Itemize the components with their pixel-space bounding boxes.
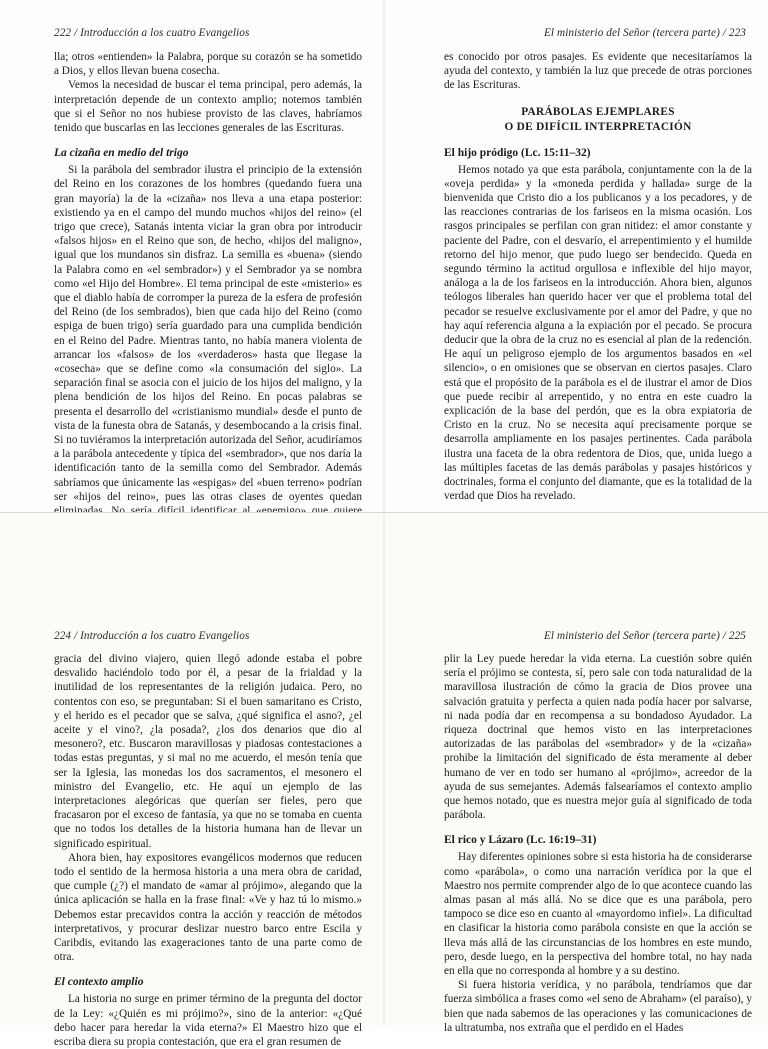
paragraph: lla; otros «entienden» la Palabra, porque su corazón se ha sometido a Dios, y ellos llevan buena cosecha. (54, 51, 362, 78)
running-header-left: 222 / Introducción a los cuatro Evangelios (54, 27, 250, 39)
chapter-subheading (444, 105, 752, 135)
page-222 (54, 50, 362, 547)
running-header-right: El ministerio del Señor (tercera parte) / 223 (543, 27, 746, 39)
paragraph: Hemos notado ya que esta parábola, conjuntamente con la de la «oveja perdida» y la «moneda perdida y hallada» surge de la bienvenida que Cristo dio a los publicanos y a los pecadores, y de las reacciones contrarias de los fariseos en la misma ocasión. Los rasgos principales se perfilan con gran nitidez: el amor constante y paciente del Padre, con el desvarío, el arrepentimiento y el humilde retorno del hijo menor, que pudo luego ser bendecido. Queda en segundo término la actitud orgullosa e inflexible del hijo mayor, análoga a la de los fariseos en la introducción. Ahora bien, algunos teólogos liberales han querido hacer ver que el problema total del pecador se resuelve exclusivamente por el amor del Padre, y que no hay aquí referencia alguna a la expiación por el pecado. Se procura deducir que la obra de la cruz no es esencial al plan de la redención. He aquí un peligroso ejemplo de los argumentos basados en «el silencio», o en omisiones que se observan en ciertos pasajes. Claro está que el propósito de la parábola es el de ilustrar el amor de Dios que puede recibir al arrepentido, y no entra en este cuadro la explicación de la base del perdón, que es la obra expiatoria de Cristo en la cruz. No se necesita aquí precisamente porque se desarrolla ampliamente en los pasajes pertinentes. Cada parábola ilustra una faceta de la obra redentora de Dios, que, unida luego a las múltiples facetas de las demás parábolas y pasajes históricos y doctrinales, forma el conjunto del diamante, que es la totalidad de la verdad que Dios ha revelado. (444, 163, 752, 503)
book-gutter (383, 513, 385, 1025)
section-heading: El rico y Lázaro (Lc. 16:19–31) (444, 834, 597, 847)
page-224 (54, 652, 362, 1049)
page-225 (444, 652, 752, 1035)
page-spread-224-225 (0, 512, 768, 1049)
running-header-left: 224 / Introducción a los cuatro Evangelios (54, 630, 250, 642)
paragraph: plir la Ley puede heredar la vida eterna. La cuestión sobre quién sería el prójimo se contesta, sí, pero sale con toda naturalidad de la maravillosa ilustración de cómo la gracia de Dios provee una salvación gratuita y perfecta a quien nada podía hacer por salvarse, ni nada podía dar en recompensa a su bondadoso Ayudador. La riqueza doctrinal que hemos visto en las interpretaciones autorizadas de las parábolas del «sembrador» y de la «cizaña» prohibe la limitación del significado de ésta meramente al deber humano de ver en todo ser humano al «prójimo», acreedor de la ayuda de sus semejantes. Además falsearíamos el contexto amplio que hemos notado, que es nuestra mejor guía al significado de toda parábola. (444, 653, 752, 822)
section-heading: El hijo pródigo (Lc. 15:11–32) (444, 146, 591, 159)
paragraph: Ahora bien, hay expositores evangélicos modernos que reducen todo el sentido de la hermosa historia a una mera obra de caridad, que cumple (¿?) el mandato de «amar al prójimo», alegando que la única aplicación se halla en la frase final: «Ve y haz tú lo mismo.» Debemos estar precavidos contra la acción y reacción de métodos interpretativos, y procurar deslizar nuestro barco entre Escila y Caribdis, evitando las exageraciones tanto de una parte como de otra. (54, 851, 362, 964)
paragraph: Si la parábola del sembrador ilustra el principio de la extensión del Reino en los corazones de los hombres (quedando fuera una gran mayoría) la de la «cizaña» nos lleva a una etapa posterior: existiendo ya en el campo del mundo muchos «hijos del reino» (el trigo que crece), Satanás intenta viciar la gran obra por introducir «falsos hijos» en el Reino que son, de hecho, «hijos del maligno», igual que los mundanos sin disfraz. La semilla es «buena» (siendo la Palabra como en «el sembrador») y el Sembrador ya se nombra como «el Hijo del Hombre». El tema principal de este «misterio» es que el diablo había de corromper la pureza de la esfera de profesión del Reino (de los sembrados), bien que cada hijo del Reino (como espiga de buen trigo) sería guardado para una cumplida bendición en el Reino del Padre. Mientras tanto, no había manera violenta de arrancar los «falsos» de los «verdaderos» hasta que llegase la «cosecha» que se define como «la consumación del siglo». La separación final se asocia con el juicio de los hijos del maligno, y la plena bendición de los hijos del Reino. En pocas palabras se presenta el desarrollo del «cristianismo mundial» desde el punto de vista de la funesta obra de Satanás, y desembocando a la crisis final. Si no tuviéramos la interpretación autorizada del Señor, acudiríamos a la parábola antecedente y típica del «sembrador», que nos daría la identificación tanto de la semilla como del Sembrador. Además sabríamos que únicamente las «espigas» del «buen terreno» podrían ser «hijos del reino», pues las otras clases de oyentes quedan (54, 164, 362, 503)
paragraph: Si fuera historia verídica, y no parábola, tendríamos que dar fuerza simbólica a frases como «el seno de Abraham» (el paraíso), y bien que nada sabemos de las operaciones y las comunicaciones de la ultratumba, nos extraña que el perdido en el Hades (444, 979, 752, 1034)
chapter-subheading-line-1: PARÁBOLAS EJEMPLARES (521, 105, 675, 118)
paragraph: es conocido por otros pasajes. Es evidente que necesitaríamos la ayuda del contexto, y también la luz que precede de otras porciones de las Escrituras. (444, 51, 752, 92)
paragraph: Hay diferentes opiniones sobre si esta historia ha de considerarse como «parábola», o como una narración verídica por la que el Maestro nos permite comprender algo de lo que acontece cuando las almas pasan al más allá. No se dice que es una parábola, pero tampoco se dice eso en cuanto al «mayordomo infiel». La dificultad en clasificar la historia como parábola consiste en que la acción se lleva más allá de las circunstancias de los hombres en este mundo, pero, desde luego, en la perspectiva del hombre total, no hay nada en ella que no corresponda al hombre y a su destino. (444, 851, 753, 978)
page-spread-222-223 (0, 0, 768, 512)
paragraph: Vemos la necesidad de buscar el tema principal, pero además, la interpretación depende de un contexto amplio; notemos también que si el Señor no nos hubiese provisto de las claves, habríamos tenido que buscarlas en las lecciones generales de las Escrituras. (54, 79, 362, 135)
running-header-right: El ministerio del Señor (tercera parte) / 225 (543, 630, 746, 642)
page-223 (444, 50, 752, 560)
book-gutter (383, 0, 385, 512)
chapter-subheading-line-2: O DE DIFÍCIL INTERPRETACIÓN (504, 120, 692, 133)
paragraph: gracia del divino viajero, quien llegó adonde estaba el pobre desvalido haciéndolo todo por él, a pesar de la frialdad y la inutilidad de los representantes de la religión judaica. Pero, no contentos con eso, se preguntaban: Si el buen samaritano es Cristo, y el herido es el pecador que se salva, ¿qué significa el asno?, ¿el aceite y el vino?, ¿la posada?, ¿los dos denarios que dio al mesonero?, etc. Buscaron maravillosas y piadosas contestaciones a todas estas preguntas, y si mal no me acuerdo, el mesón tenía que ser la Iglesia, las monedas los dos sacramentos, el mesonero el ministro del Evangelio, etc. He aquí un ejemplo de las interpretaciones alegóricas que querían ser fieles, pero que fracasaron por el exceso de fantasía, ya que no se tomaba en cuenta que no todos los detalles de la historia humana han de llevar un significado espiritual. (54, 653, 362, 850)
paragraph: La historia no surge en primer término de la pregunta del doctor de la Ley: «¿Quién es mi prójimo?», sino de la anterior: «¿Qué debo hacer para heredar la vida eterna?» El Maestro hizo que el escriba diera su propia contestación, que era el gran resumen de (54, 993, 362, 1049)
section-heading: El contexto amplio (54, 976, 144, 989)
section-heading: La cizaña en medio del trigo (54, 147, 189, 160)
